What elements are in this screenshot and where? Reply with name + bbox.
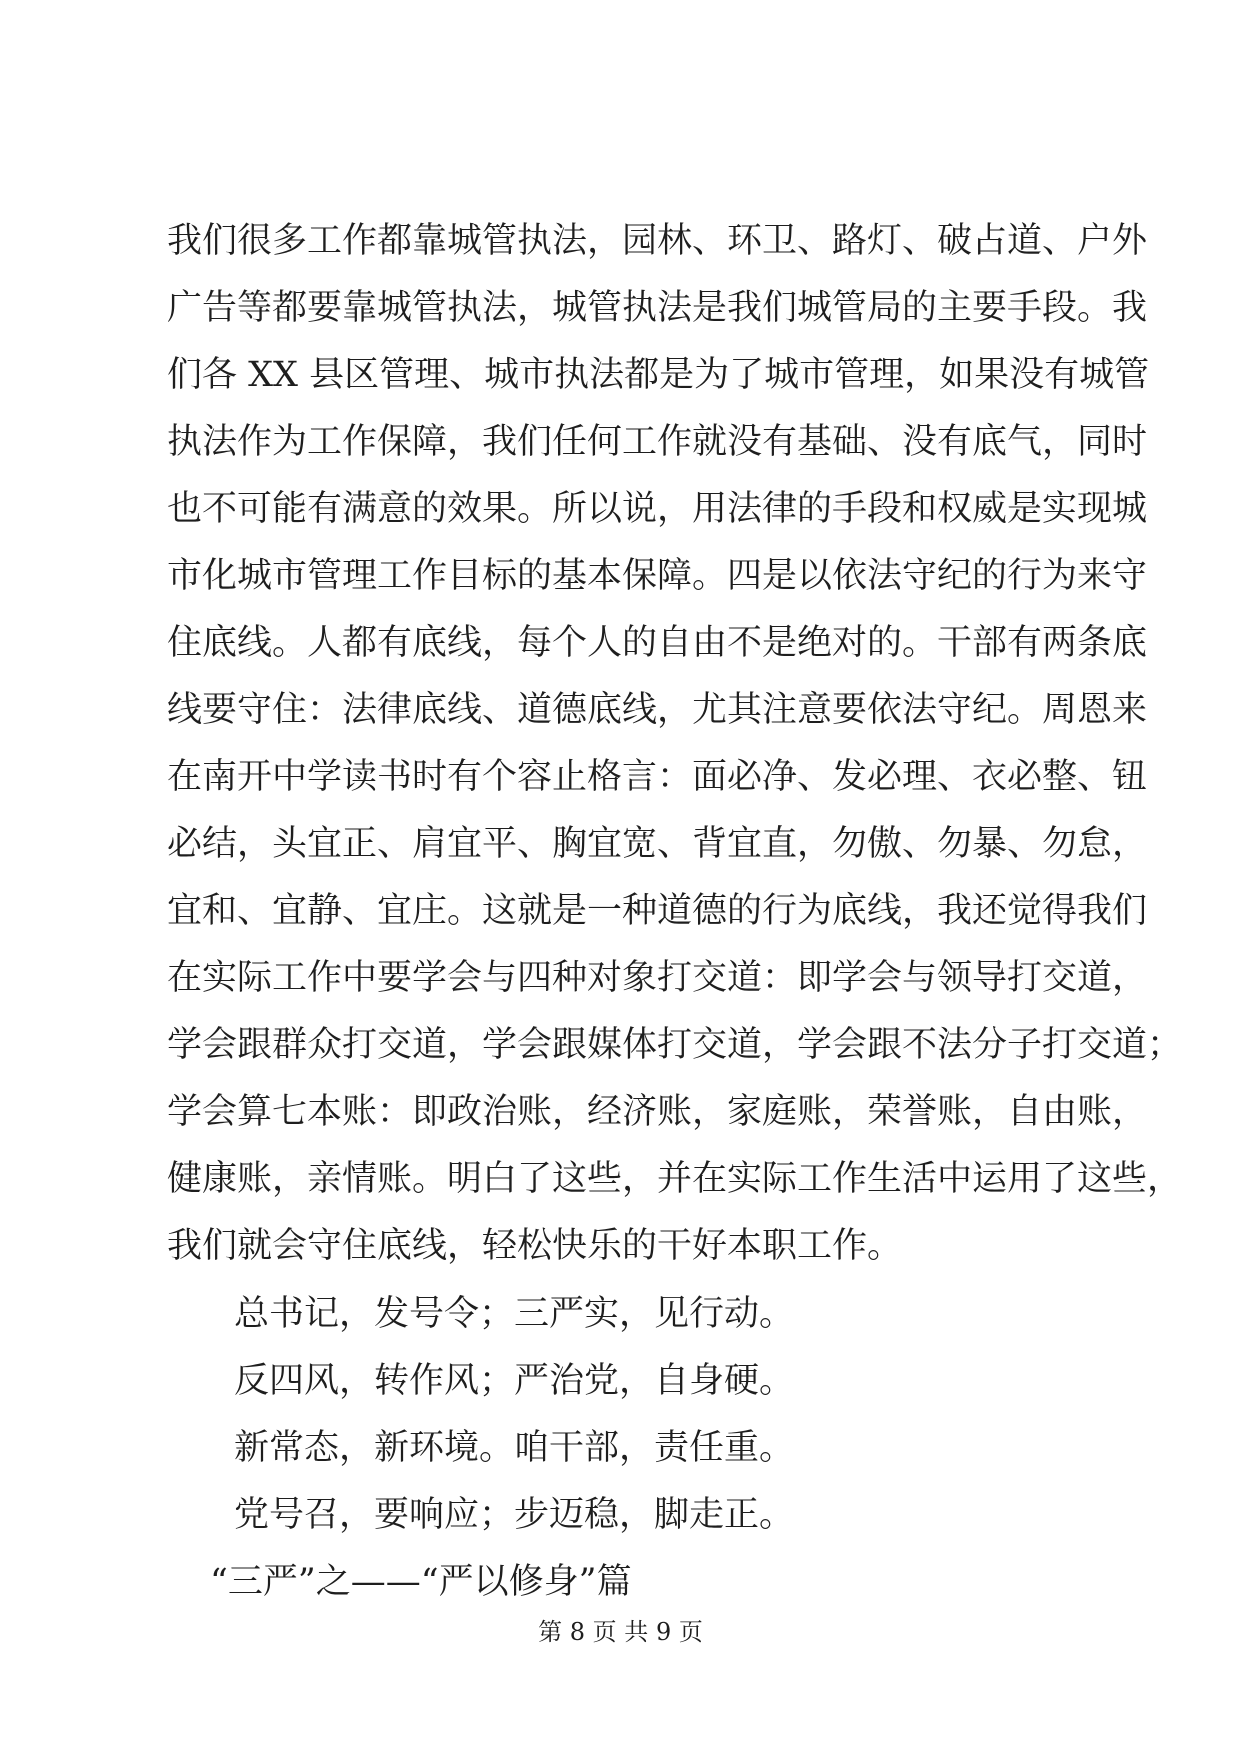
verse-line: 新常态，新环境。咱干部，责任重。: [234, 1428, 795, 1468]
paragraph-line: 执法作为工作保障，我们任何工作就没有基础、没有底气，同时: [167, 422, 1148, 462]
paragraph-line: 住底线。人都有底线，每个人的自由不是绝对的。干部有两条底: [167, 623, 1148, 663]
paragraph-line: 宜和、宜静、宜庄。这就是一种道德的行为底线，我还觉得我们: [167, 891, 1148, 931]
paragraph-line: 也不可能有满意的效果。所以说，用法律的手段和权威是实现城: [167, 489, 1148, 529]
paragraph-last-line: 我们就会守住底线，轻松快乐的干好本职工作。: [167, 1226, 903, 1266]
paragraph-line: 们各 XX 县区管理、城市执法都是为了城市管理，如果没有城管: [167, 355, 1150, 395]
paragraph-line: 必结，头宜正、肩宜平、胸宜宽、背宜直，勿傲、勿暴、勿怠，: [167, 824, 1148, 864]
paragraph-line: 我们很多工作都靠城管执法，园林、环卫、路灯、破占道、户外: [167, 221, 1148, 261]
paragraph-line: 线要守住：法律底线、道德底线，尤其注意要依法守纪。周恩来: [167, 690, 1148, 730]
verse-line: 总书记，发号令；三严实，见行动。: [234, 1294, 795, 1334]
paragraph-line: 学会算七本账：即政治账，经济账，家庭账，荣誉账，自由账，: [167, 1092, 1148, 1132]
paragraph-line: 健康账，亲情账。明白了这些，并在实际工作生活中运用了这些，: [167, 1159, 1183, 1199]
section-heading: “三严”之——“严以修身”篇: [210, 1562, 632, 1602]
verse-line: 党号召，要响应；步迈稳，脚走正。: [234, 1495, 795, 1535]
page-number-footer: 第 8 页 共 9 页: [538, 1618, 703, 1646]
paragraph-line: 在南开中学读书时有个容止格言：面必净、发必理、衣必整、钮: [167, 757, 1148, 797]
paragraph-line: 广告等都要靠城管执法，城管执法是我们城管局的主要手段。我: [167, 288, 1148, 328]
paragraph-line: 学会跟群众打交道，学会跟媒体打交道，学会跟不法分子打交道；: [167, 1025, 1183, 1065]
paragraph-line: 市化城市管理工作目标的基本保障。四是以依法守纪的行为来守: [167, 556, 1148, 596]
paragraph-line: 在实际工作中要学会与四种对象打交道：即学会与领导打交道，: [167, 958, 1148, 998]
verse-line: 反四风，转作风；严治党，自身硬。: [234, 1361, 795, 1401]
